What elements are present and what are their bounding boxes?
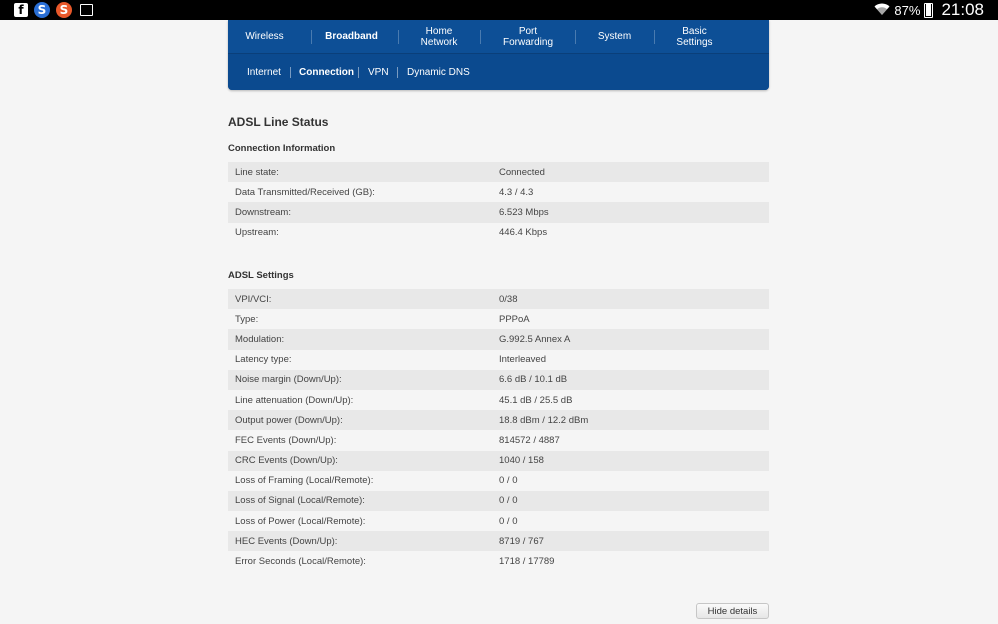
nav-system[interactable] [578,20,651,53]
row-label: Error Seconds (Local/Remote): [235,556,366,568]
subnav-connection[interactable] [299,54,354,90]
subnav-internet-label: Internet [247,66,281,78]
table-row [228,202,769,222]
table-row [228,350,769,370]
row-label: Downstream: [235,206,291,218]
app-s-blue-icon: S [34,2,50,18]
row-value: 45.1 dB / 25.5 dB [499,394,573,406]
nav-wireless-label: Wireless [245,31,284,42]
nav-basic-settings-label: Basic Settings [676,25,713,48]
table-row [228,430,769,450]
table-row [228,223,769,243]
nav-wireless[interactable] [228,20,301,53]
row-value: 6.6 dB / 10.1 dB [499,374,568,386]
status-bar [0,0,998,20]
row-value: 0 / 0 [499,475,518,487]
row-label: Loss of Power (Local/Remote): [235,515,366,527]
connection-info-title: Connection Information [228,143,336,154]
subnav-internet[interactable] [247,54,281,90]
nav-separator [398,30,399,44]
table-row [228,289,769,309]
row-label: CRC Events (Down/Up): [235,455,338,467]
nav-port-forwarding[interactable] [483,20,573,53]
nav-separator [480,30,481,44]
main-menu [228,20,769,53]
nav-broadband[interactable] [314,20,389,53]
subnav-vpn-label: VPN [368,66,389,78]
battery-icon [924,3,933,18]
row-label: Upstream: [235,227,279,239]
row-value: PPPoA [499,313,530,325]
table-row [228,410,769,430]
subnav-separator [290,67,291,78]
table-row [228,309,769,329]
row-value: 0 / 0 [499,515,518,527]
row-label: Output power (Down/Up): [235,414,343,426]
row-label: VPI/VCI: [235,293,272,305]
nav-broadband-label: Broadband [325,31,378,42]
row-label: Line state: [235,166,279,178]
table-row [228,491,769,511]
nav-basic-settings[interactable] [658,20,731,53]
subnav-connection-label: Connection [299,66,354,78]
row-label: Loss of Signal (Local/Remote): [235,495,365,507]
clock: 21:08 [941,0,984,19]
nav-separator [575,30,576,44]
row-label: Loss of Framing (Local/Remote): [235,475,374,487]
table-row [228,511,769,531]
row-value: Interleaved [499,354,547,366]
subnav-dynamic-dns-label: Dynamic DNS [407,66,470,78]
nav-system-label: System [597,31,632,42]
subnav-dynamic-dns[interactable] [407,54,470,90]
nav-home-network-label: Home Network [420,25,458,48]
row-value: 446.4 Kbps [499,227,548,239]
system-icons [874,0,984,20]
facebook-icon: f [14,3,28,17]
row-value: 8719 / 767 [499,535,544,547]
table-row [228,390,769,410]
row-label: Modulation: [235,333,285,345]
table-row [228,370,769,390]
table-row [228,531,769,551]
app-s-orange-icon: S [56,2,72,18]
row-label: Noise margin (Down/Up): [235,374,342,386]
router-nav [228,20,769,90]
adsl-settings-title: ADSL Settings [228,270,294,281]
page-title: ADSL Line Status [228,115,329,129]
table-row [228,182,769,202]
row-value: 0/38 [499,293,518,305]
row-value: 4.3 / 4.3 [499,186,534,198]
subnav-separator [397,67,398,78]
connection-info-table [228,162,769,243]
row-label: Data Transmitted/Received (GB): [235,186,375,198]
subnav-separator [358,67,359,78]
adsl-settings-table [228,289,769,572]
row-label: Line attenuation (Down/Up): [235,394,354,406]
row-value: Connected [499,166,545,178]
notification-icons [14,2,94,18]
nav-separator [311,30,312,44]
row-value: 1040 / 158 [499,455,544,467]
row-label: Type: [235,313,259,325]
gallery-icon [78,2,94,18]
row-value: 18.8 dBm / 12.2 dBm [499,414,589,426]
row-value: 6.523 Mbps [499,206,549,218]
subnav-vpn[interactable] [368,54,389,90]
table-row [228,551,769,571]
hide-details-button[interactable]: Hide details [696,603,769,619]
row-label: Latency type: [235,354,292,366]
nav-separator [654,30,655,44]
row-label: HEC Events (Down/Up): [235,535,338,547]
row-value: G.992.5 Annex A [499,333,571,345]
battery-percent: 87% [894,2,921,18]
row-value: 1718 / 17789 [499,556,555,568]
row-value: 814572 / 4887 [499,434,560,446]
table-row [228,162,769,182]
nav-port-forwarding-label: Port Forwarding [502,25,554,48]
table-row [228,451,769,471]
table-row [228,329,769,349]
row-value: 0 / 0 [499,495,518,507]
wifi-icon [874,2,890,19]
row-label: FEC Events (Down/Up): [235,434,337,446]
sub-menu [228,54,769,90]
table-row [228,471,769,491]
nav-home-network[interactable] [400,20,478,53]
